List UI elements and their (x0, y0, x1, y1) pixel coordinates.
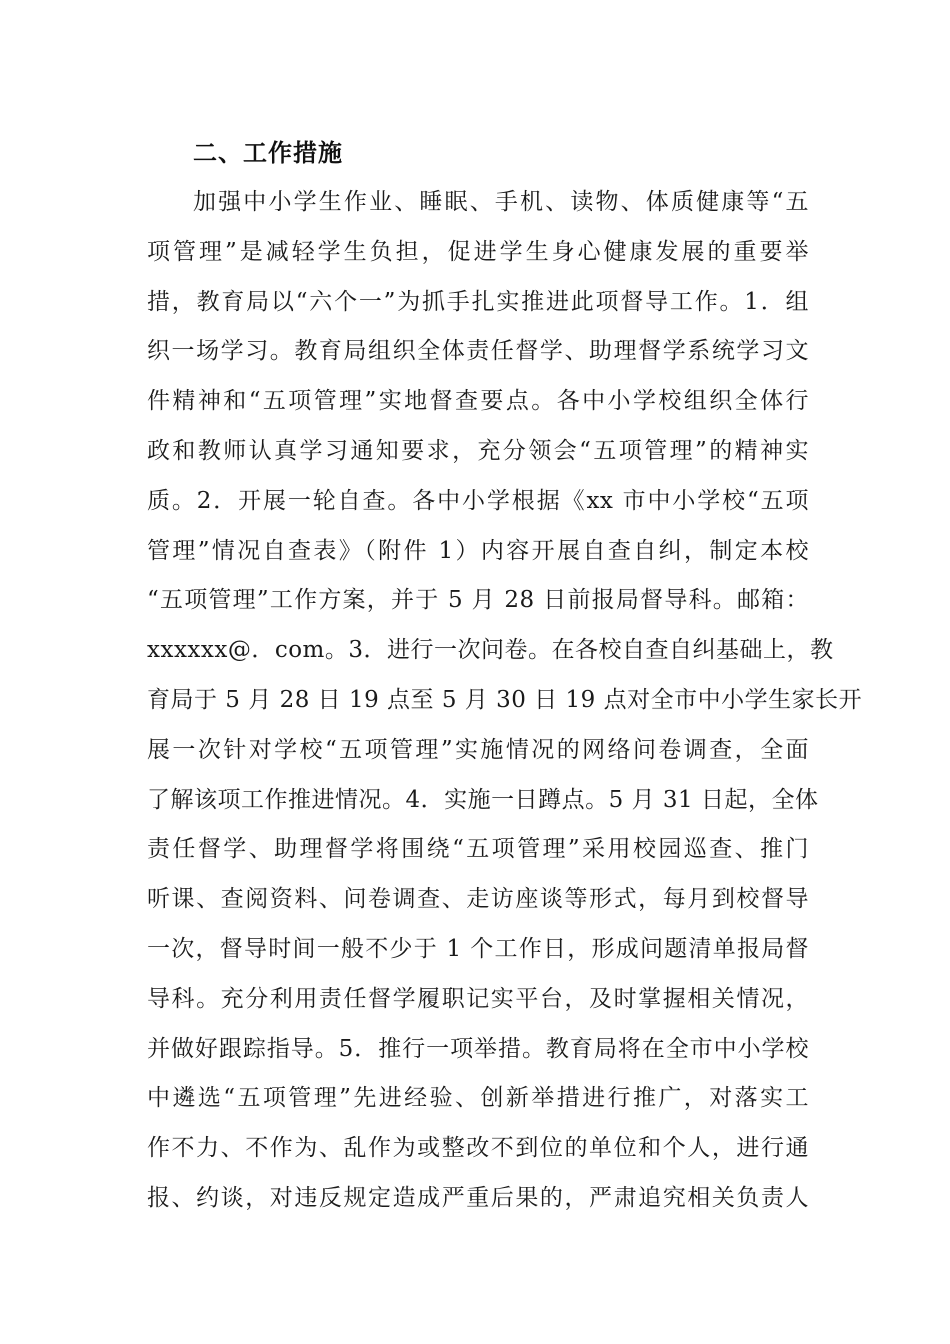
paragraph-line: 听课、查阅资料、问卷调查、走访座谈等形式，每月到校督导 (147, 886, 809, 913)
paragraph-line: 展一次针对学校“五项管理”实施情况的网络问卷调查，全面 (147, 736, 809, 763)
paragraph-line: 中遴选“五项管理”先进经验、创新举措进行推广，对落实工 (147, 1085, 809, 1112)
paragraph-line: 一次，督导时间一般不少于 1 个工作日，形成问题清单报局督 (147, 935, 809, 962)
paragraph-line: 并做好跟踪指导。5．推行一项举措。教育局将在全市中小学校 (147, 1035, 809, 1062)
paragraph-line: 措，教育局以“六个一”为抓手扎实推进此项督导工作。1．组 (147, 288, 809, 315)
paragraph-line: “五项管理”工作方案，并于 5 月 28 日前报局督导科。邮箱： (147, 587, 809, 614)
paragraph-line: 责任督学、助理督学将围绕“五项管理”采用校园巡查、推门 (147, 836, 809, 863)
paragraph-line: 作不力、不作为、乱作为或整改不到位的单位和个人，进行通 (147, 1135, 809, 1162)
paragraph-line: 导科。充分利用责任督学履职记实平台，及时掌握相关情况， (147, 985, 809, 1012)
paragraph-line: 报、约谈，对违反规定造成严重后果的，严肃追究相关负责人 (147, 1184, 809, 1211)
paragraph-line: 加强中小学生作业、睡眠、手机、读物、体质健康等“五 (193, 189, 809, 215)
paragraph-line: 件精神和“五项管理”实地督查要点。各中小学校组织全体行 (147, 388, 809, 415)
paragraph-line: 政和教师认真学习通知要求，充分领会“五项管理”的精神实 (147, 437, 809, 464)
paragraph-line: 育局于 5 月 28 日 19 点至 5 月 30 日 19 点对全市中小学生家长开 (147, 686, 863, 713)
paragraph-line: 质。2．开展一轮自查。各中小学根据《xx 市中小学校“五项 (147, 487, 809, 514)
paragraph-line: 管理”情况自查表》（附件 1）内容开展自查自纠，制定本校 (147, 537, 809, 564)
paragraph-line: 了解该项工作推进情况。4．实施一日蹲点。5 月 31 日起，全体 (147, 786, 819, 813)
paragraph-line: 项管理”是减轻学生负担，促进学生身心健康发展的重要举 (147, 238, 809, 265)
section-heading: 二、工作措施 (193, 139, 343, 167)
paragraph-line: 织一场学习。教育局组织全体责任督学、助理督学系统学习文 (147, 338, 809, 365)
body-paragraph (147, 178, 863, 1224)
paragraph-line: xxxxxx@．com。3．进行一次问卷。在各校自查自纠基础上，教 (147, 637, 834, 664)
